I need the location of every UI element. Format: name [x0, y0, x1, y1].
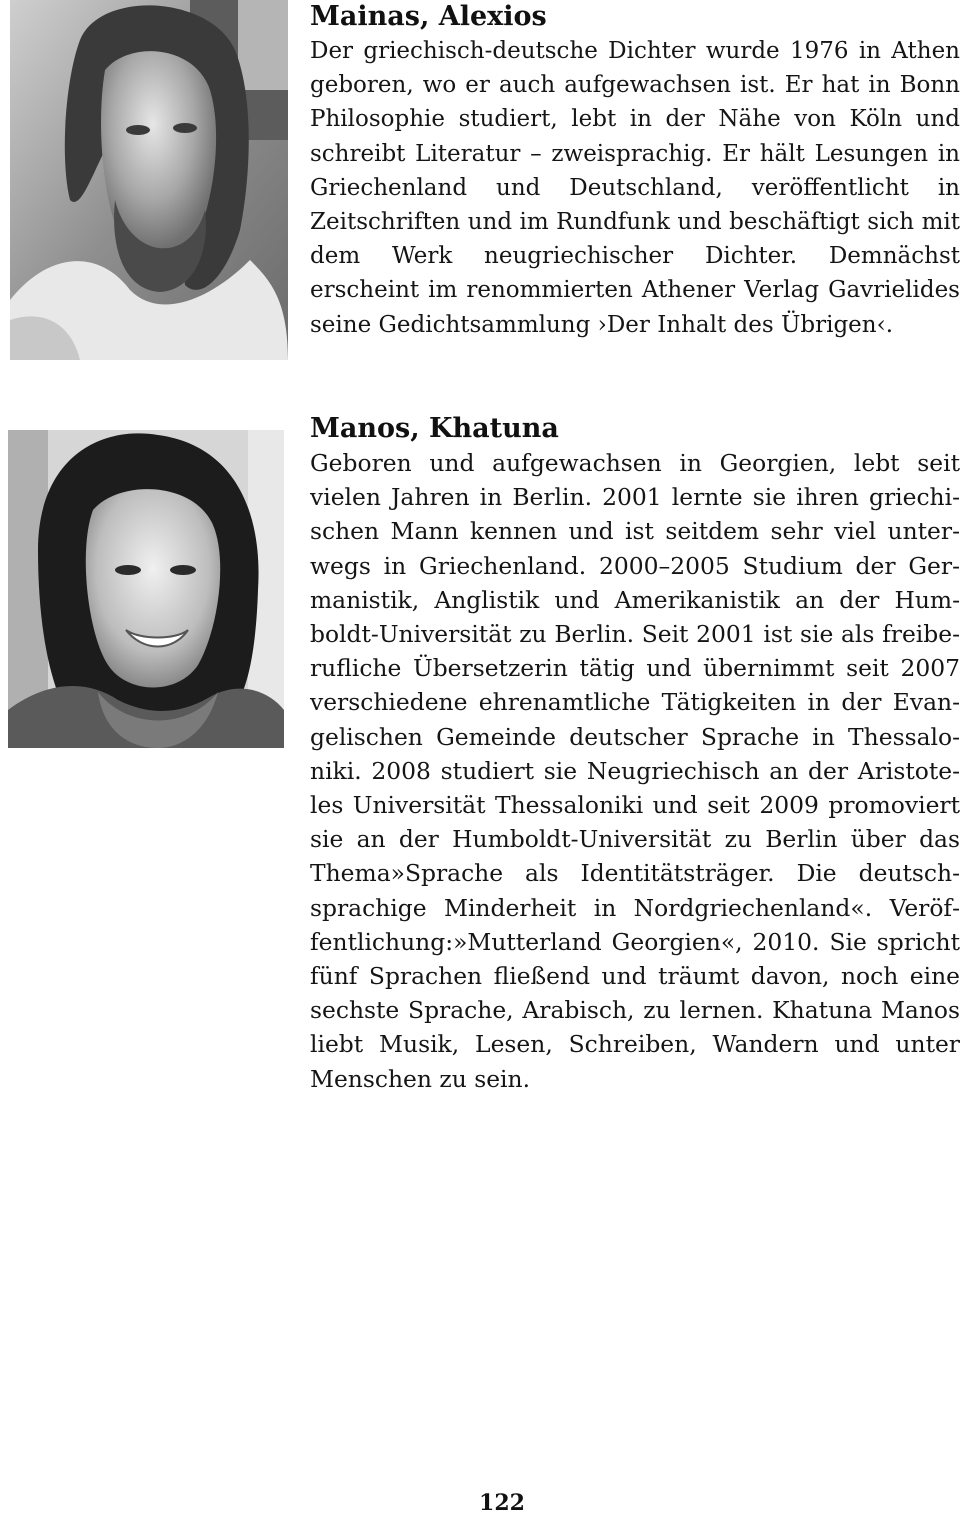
entry-bio: Der griechisch-deutsche Dichter wurde 1976 in Athen geboren, wo er auch aufgewachsen ist. Er hat in Bonn Philosophie studiert, lebt in der Nähe von Köln und schreibt Literatur – zweisprachig. Er hält Lesungen in Griechenland und Deutschland, veröffentlicht in Zeitschriften und im Rundfunk und beschäftigt sich mit dem Werk neugriechischer Dichter. Demnächst erscheint im renommierten Athener Verlag Gavrielides seine Gedichtsammlung ›Der Inhalt des Übrigen‹.: [310, 38, 960, 338]
entry-name: Mainas, Alexios: [310, 1, 547, 32]
entry-name: Manos, Khatuna: [310, 413, 559, 444]
entry-manos: [310, 412, 960, 1096]
page-number: 122: [479, 1490, 525, 1516]
entry-mainas: [310, 0, 960, 342]
portrait-manos-photo: [8, 430, 284, 748]
portrait-mainas-image: [10, 0, 288, 360]
portrait-manos-image: [8, 430, 284, 748]
portrait-mainas-photo: [10, 0, 288, 360]
entry-bio: Geboren und aufgewachsen in Georgien, lebt seit vielen Jahren in Berlin. 2001 lernte sie ihren griechischen Mann kennen und ist seitdem sehr viel unterwegs in Griechenland. 2000–2005 Studium der Germanistik, Anglistik und Amerikanistik an der Humboldt-Universität zu Berlin. Seit 2001 ist sie als freiberufliche Übersetzerin tätig und übernimmt seit 2007 verschiedene ehrenamtliche Tätigkeiten in der Evangelischen Gemeinde deutscher Sprache in Thessaloniki. 2008 studiert sie Neugriechisch an der Aristoteles Universität Thessaloniki und seit 2009 promoviert sie an der Humboldt-Universität zu Berlin über das Thema»Sprache als Identitätsträger. Die deutschsprachige Minderheit in Nordgriechenland«. Veröffentlichung:»Mutterland Georgien«, 2010. Sie spricht fünf Sprachen fließend und träumt davon, noch eine sechste Sprache, Arabisch, zu lernen. Khatuna Manos liebt Musik, Lesen, Schreiben, Wandern und unter Menschen zu sein.: [310, 449, 960, 1093]
